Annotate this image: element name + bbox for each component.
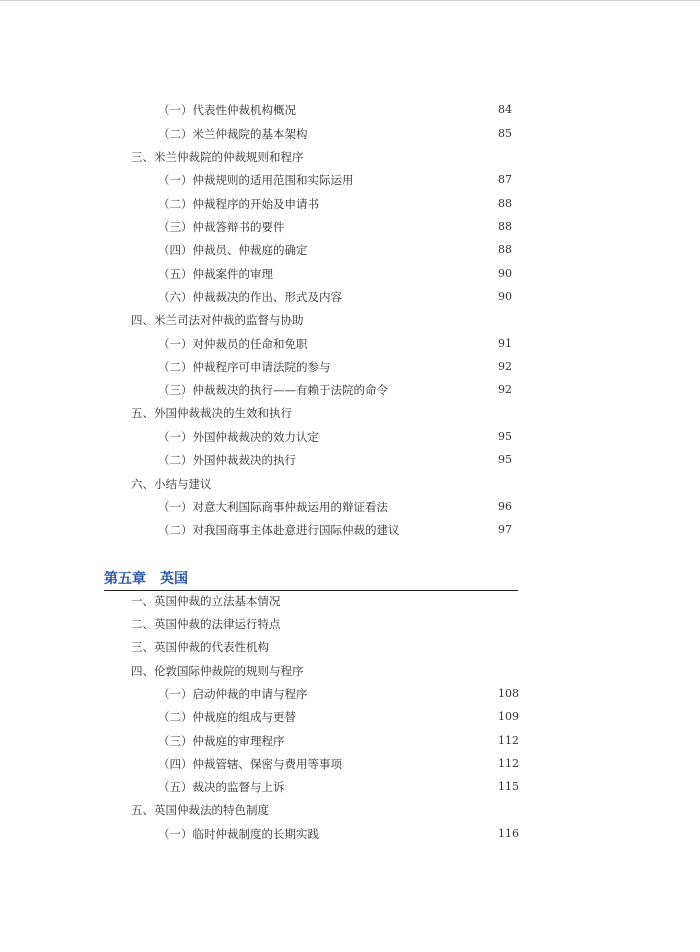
- toc-entry-page: 112: [498, 757, 519, 770]
- toc-entry-page: 95: [498, 430, 512, 443]
- chapter-title: 第五章 英国: [104, 571, 188, 587]
- toc-section-label: 一、英国仲裁的立法基本情况: [131, 594, 281, 608]
- toc-entry-page: 108: [498, 687, 519, 700]
- toc-entry-page: 90: [498, 290, 512, 303]
- toc-section-label: 二、英国仲裁的法律运行特点: [131, 617, 281, 631]
- toc-section-label: 四、米兰司法对仲裁的监督与协助: [131, 313, 304, 327]
- toc-entry-label: （四）仲裁管辖、保密与费用等事项: [158, 757, 342, 771]
- toc-entry-label: （二）米兰仲裁院的基本架构: [158, 127, 308, 141]
- toc-section-label: 四、伦敦国际仲裁院的规则与程序: [131, 664, 304, 678]
- toc-section-label: 五、外国仲裁裁决的生效和执行: [131, 406, 292, 420]
- toc-entry-page: 97: [498, 523, 512, 536]
- toc-entry-page: 112: [498, 734, 519, 747]
- toc-entry-label: （二）仲裁程序的开始及申请书: [158, 197, 319, 211]
- toc-entry-label: （二）对我国商事主体赴意进行国际仲裁的建议: [158, 523, 400, 537]
- toc-entry-label: （一）临时仲裁制度的长期实践: [158, 827, 319, 841]
- toc-entry-label: （一）对意大利国际商事仲裁运用的辩证看法: [158, 500, 388, 514]
- toc-entry-label: （一）启动仲裁的申请与程序: [158, 687, 308, 701]
- toc-entry-page: 115: [498, 780, 519, 793]
- toc-section-label: 三、米兰仲裁院的仲裁规则和程序: [131, 150, 304, 164]
- toc-section-label: 五、英国仲裁法的特色制度: [131, 803, 269, 817]
- toc-entry-page: 109: [498, 710, 519, 723]
- toc-entry-page: 91: [498, 337, 512, 350]
- toc-section-label: 六、小结与建议: [131, 477, 212, 491]
- toc-entry-label: （六）仲裁裁决的作出、形式及内容: [158, 290, 342, 304]
- toc-entry-label: （三）仲裁裁决的执行——有赖于法院的命令: [158, 383, 388, 397]
- toc-entry-page: 92: [498, 383, 512, 396]
- toc-entry-label: （二）仲裁程序可申请法院的参与: [158, 360, 331, 374]
- toc-entry-page: 88: [498, 220, 512, 233]
- toc-entry-label: （二）仲裁庭的组成与更替: [158, 710, 296, 724]
- toc-entry-label: （一）外国仲裁裁决的效力认定: [158, 430, 319, 444]
- toc-entry-page: 92: [498, 360, 512, 373]
- top-border: [0, 0, 700, 1]
- toc-entry-page: 88: [498, 243, 512, 256]
- toc-section-label: 三、英国仲裁的代表性机构: [131, 640, 269, 654]
- toc-entry-page: 88: [498, 197, 512, 210]
- toc-entry-label: （一）对仲裁员的任命和免职: [158, 337, 308, 351]
- toc-entry-label: （二）外国仲裁裁决的执行: [158, 453, 296, 467]
- toc-entry-label: （一）代表性仲裁机构概况: [158, 103, 296, 117]
- toc-entry-page: 87: [498, 173, 512, 186]
- toc-entry-page: 96: [498, 500, 512, 513]
- toc-entry-label: （一）仲裁规则的适用范围和实际运用: [158, 173, 354, 187]
- chapter-heading[interactable]: [104, 570, 518, 591]
- toc-entry-page: 84: [498, 103, 512, 116]
- toc-entry-label: （四）仲裁员、仲裁庭的确定: [158, 243, 308, 257]
- toc-entry-label: （三）仲裁答辩书的要件: [158, 220, 285, 234]
- toc-entry-label: （三）仲裁庭的审理程序: [158, 734, 285, 748]
- toc-entry-label: （五）仲裁案件的审理: [158, 267, 273, 281]
- toc-entry-page: 90: [498, 267, 512, 280]
- toc-entry-page: 95: [498, 453, 512, 466]
- toc-entry-label: （五）裁决的监督与上诉: [158, 780, 285, 794]
- toc-entry-page: 116: [498, 827, 519, 840]
- toc-entry-page: 85: [498, 127, 512, 140]
